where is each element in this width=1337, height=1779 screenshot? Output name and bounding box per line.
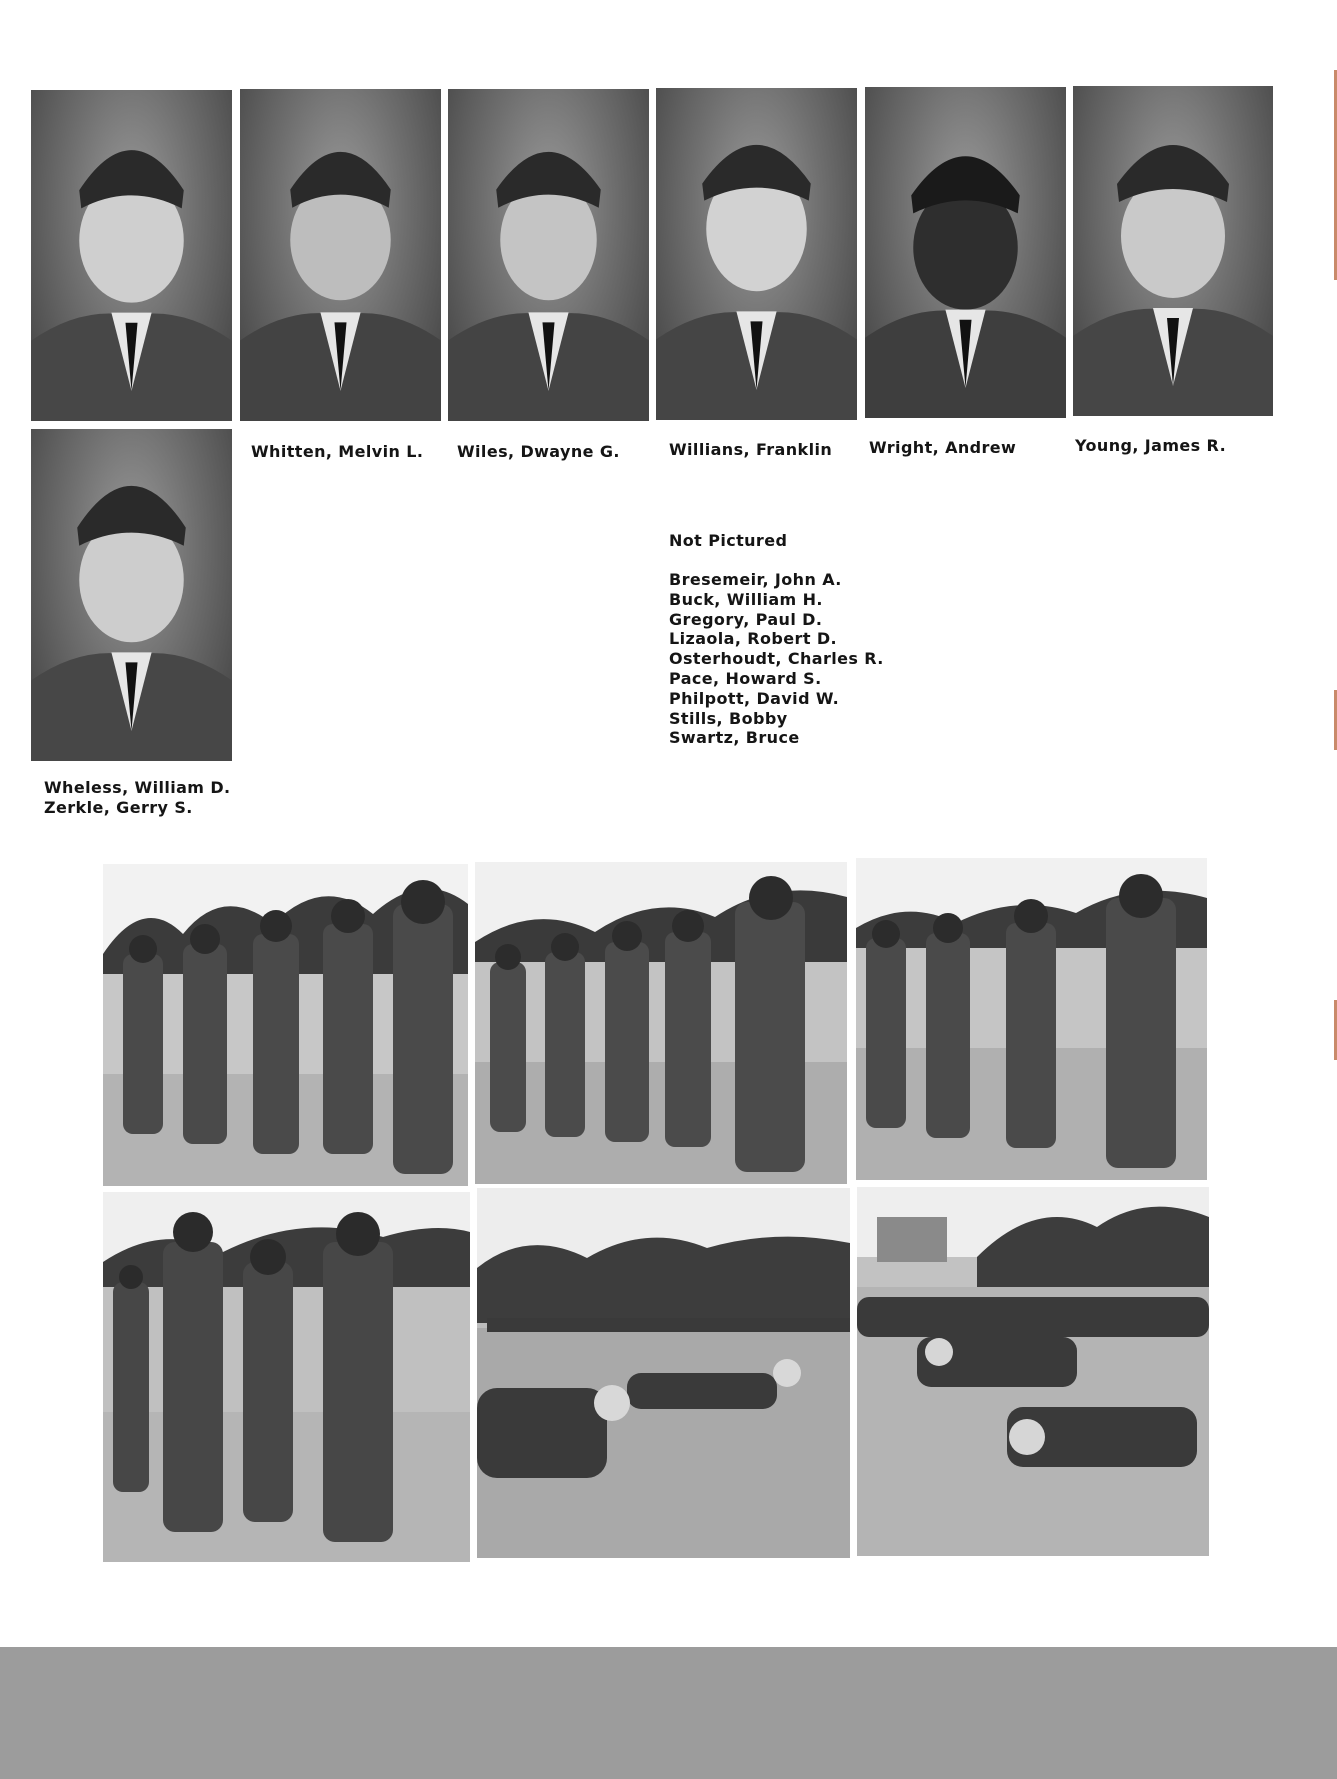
- list-item: Osterhoudt, Charles R.: [669, 649, 884, 669]
- footer-band: [0, 1647, 1337, 1779]
- training-photo-bayonet-2: [475, 862, 847, 1184]
- portrait-photo-willians: [656, 88, 857, 420]
- training-photo-pushups-yard: [857, 1187, 1209, 1556]
- portrait-name-zerkle: Zerkle, Gerry S.: [44, 798, 193, 817]
- training-photo-drill-instructor: [103, 1192, 470, 1562]
- portrait-photo-wiles: [448, 89, 649, 421]
- portrait-name: Willians, Franklin: [669, 440, 833, 459]
- portrait-name: Young, James R.: [1075, 436, 1227, 455]
- not-pictured-title: Not Pictured: [669, 531, 788, 550]
- portrait-photo-young: [1073, 86, 1273, 416]
- portrait-name: Whitten, Melvin L.: [251, 442, 424, 461]
- training-photo-bayonet-1: [103, 864, 468, 1186]
- training-photo-bayonet-3: [856, 858, 1207, 1180]
- portrait-photo-whitten: [240, 89, 441, 421]
- not-pictured-list: [669, 570, 884, 748]
- list-item: Lizaola, Robert D.: [669, 629, 837, 649]
- list-item: Philpott, David W.: [669, 688, 840, 708]
- list-item: Buck, William H.: [669, 589, 823, 609]
- portrait-photo-wright: [865, 87, 1066, 418]
- not-pictured-section: [669, 531, 884, 748]
- list-item: Pace, Howard S.: [669, 668, 822, 688]
- list-item: Swartz, Bruce: [669, 728, 800, 748]
- list-item: Bresemeir, John A.: [669, 570, 842, 589]
- list-item: Gregory, Paul D.: [669, 609, 823, 629]
- portrait-photo-wheless: [31, 429, 232, 761]
- list-item: Stills, Bobby: [669, 708, 788, 728]
- training-photo-pushups-field: [477, 1188, 850, 1558]
- portrait-name: Wright, Andrew: [869, 438, 1017, 457]
- portrait-name-wheless: Wheless, William D.: [44, 778, 231, 797]
- portrait-name: Wiles, Dwayne G.: [457, 442, 620, 461]
- portrait-photo-1: [31, 90, 232, 421]
